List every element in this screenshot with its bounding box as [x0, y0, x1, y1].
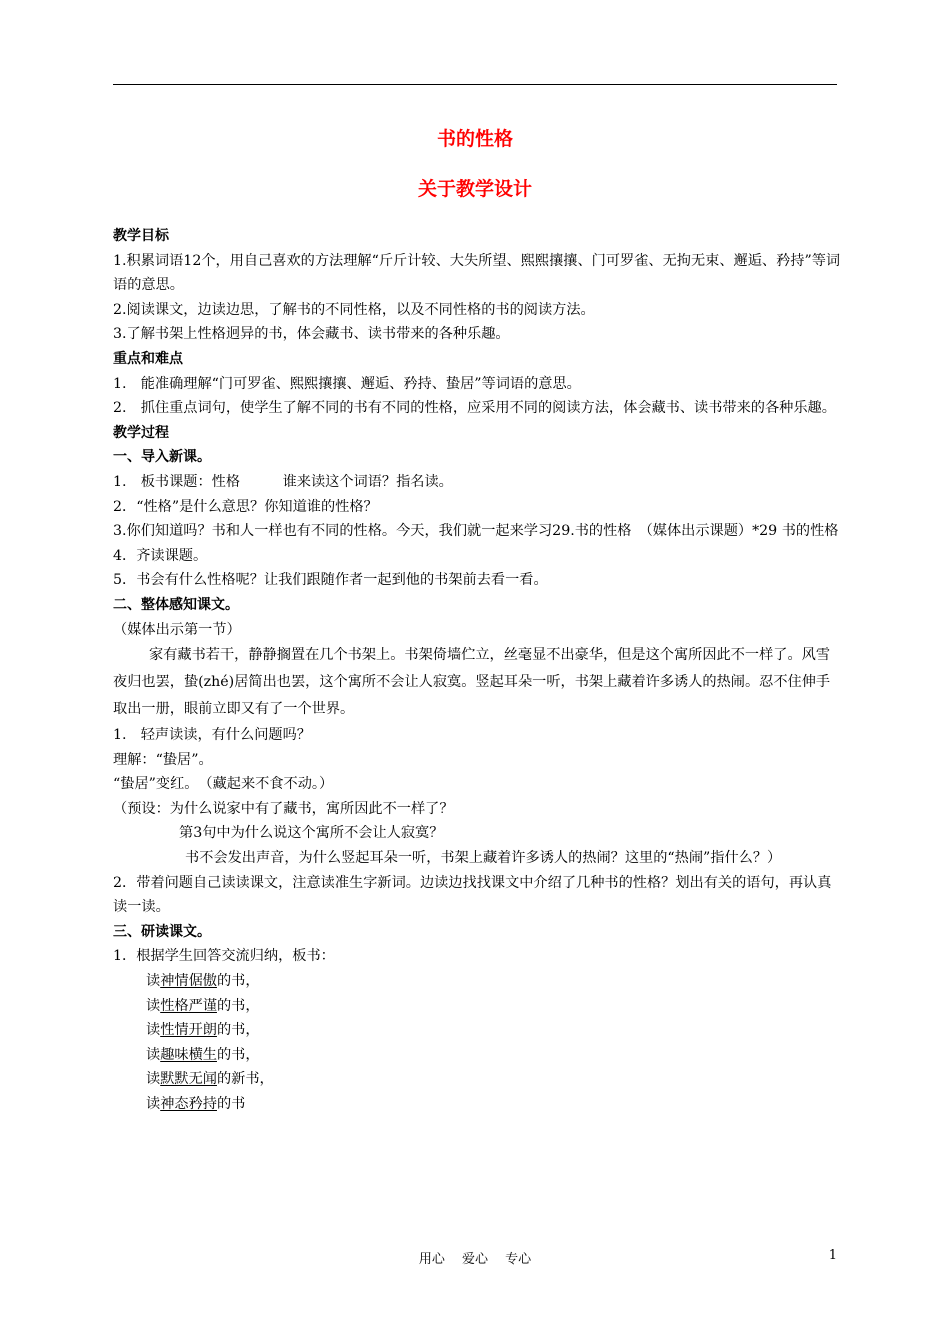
process-item: （预设：为什么说家中有了藏书，寓所因此不一样了？: [113, 800, 454, 817]
board-post: 的书，: [216, 973, 260, 990]
process-item: “蛰居”变红。 （藏起来不食不动。）: [113, 776, 334, 793]
part-heading-1: 一、导入新课。: [113, 449, 211, 466]
board-line: [113, 1018, 843, 1043]
page-number: 1: [828, 1248, 837, 1263]
board-pre: 读: [146, 973, 161, 990]
board-post: 的书，: [216, 1022, 260, 1039]
board-line: [113, 969, 843, 994]
board-pre: 读: [146, 1096, 161, 1112]
process-item: 书不会发出声音，为什么竖起耳朵一听，书架上藏着许多诱人的热闹？这里的“热闹”指什么？）: [185, 850, 782, 867]
process-item: 3.你们知道吗？书和人一样也有不同的性格。今天，我们就一起来学习29.书的性格 （媒体出示课题）*29 书的性格: [113, 523, 839, 540]
board-keyword: 神情倨傲: [160, 973, 217, 990]
goal-item: 2.阅读课文，边读边思，了解书的不同性格，以及不同性格的书的阅读方法。: [113, 301, 595, 318]
board-post: 的书，: [216, 997, 260, 1014]
section-heading-goals: 教学目标: [113, 228, 169, 244]
key-point-item: 2. 抓住重点词句，使学生了解不同的书有不同的性格，应采用不同的阅读方法，体会藏书、读书带来的各种乐趣。: [113, 400, 836, 417]
header-rule: [113, 84, 837, 85]
board-keyword: 神态矜持: [160, 1096, 217, 1112]
board-post: 的书: [216, 1096, 246, 1112]
process-item: 2．带着问题自己读读课文，注意读准生字新词。边读边找找课文中介绍了几种书的性格？划出有关的语句，再认真读一读。: [113, 874, 832, 916]
goal-item: 1.积累词语12个，用自己喜欢的方法理解“斤斤计较、大失所望、熙熙攘攘、门可罗雀、无拘无束、邂逅、矜持”等词语的意思。: [113, 252, 841, 294]
section-heading-key: 重点和难点: [113, 350, 183, 367]
board-post: 的书，: [216, 1046, 260, 1063]
process-item: 1. 板书课题：性格 谁来读这个词语？指名读。: [113, 473, 453, 490]
board-pre: 读: [146, 1046, 161, 1063]
process-item: 2．“性格”是什么意思？你知道谁的性格？: [113, 498, 378, 515]
goal-item: 3.了解书架上性格迥异的书，体会藏书、读书带来的各种乐趣。: [113, 326, 510, 343]
key-point-item: 1. 能准确理解“门可罗雀、熙熙攘攘、邂逅、矜持、蛰居”等词语的意思。: [113, 375, 581, 392]
section-heading-process: 教学过程: [113, 424, 169, 441]
board-line: [113, 1067, 843, 1092]
board-line: [113, 1092, 843, 1117]
board-keyword: 趣味横生: [160, 1046, 217, 1063]
process-item: 5．书会有什么性格呢？让我们跟随作者一起到他的书架前去看一看。: [113, 572, 548, 589]
board-keyword: 性格严谨: [160, 997, 217, 1014]
process-item: 1. 轻声读读，有什么问题吗？: [113, 727, 311, 744]
part-heading-2: 二、整体感知课文。: [113, 596, 239, 613]
process-item: 理解：“蛰居”。: [113, 751, 213, 768]
media-note: （媒体出示第一节）: [113, 621, 241, 638]
board-pre: 读: [146, 997, 161, 1014]
document-body: [113, 224, 843, 1117]
board-keyword: 性情开朗: [160, 1022, 217, 1039]
board-line: [113, 1043, 843, 1068]
board-post: 的新书，: [216, 1071, 274, 1088]
process-item: 第3句中为什么说这个寓所不会让人寂寞？: [179, 825, 444, 842]
part-heading-3: 三、研读课文。: [113, 923, 211, 940]
document-subtitle: 关于教学设计: [417, 178, 532, 200]
process-item: 1．根据学生回答交流归纳，板书：: [113, 948, 335, 965]
process-item: 4．齐读课题。: [113, 547, 208, 564]
board-pre: 读: [146, 1022, 161, 1039]
board-keyword: 默默无闻: [160, 1071, 217, 1088]
footer-motto: 用心 爱心 专心: [418, 1252, 532, 1267]
board-pre: 读: [146, 1071, 161, 1088]
document-title: 书的性格: [436, 128, 513, 150]
passage-excerpt: 家有藏书若干，静静搁置在几个书架上。书架倚墙伫立，丝毫显不出豪华，但是这个寓所因此不一样了。风雪夜归也罢，蛰(zhé)居简出也罢，这个寓所不会让人寂寞。竖起耳朵一听，书架上藏着许多诱人的热闹。忍不住伸手取出一册，眼前立即又有了一个世界。: [113, 647, 831, 718]
board-line: [113, 994, 843, 1019]
